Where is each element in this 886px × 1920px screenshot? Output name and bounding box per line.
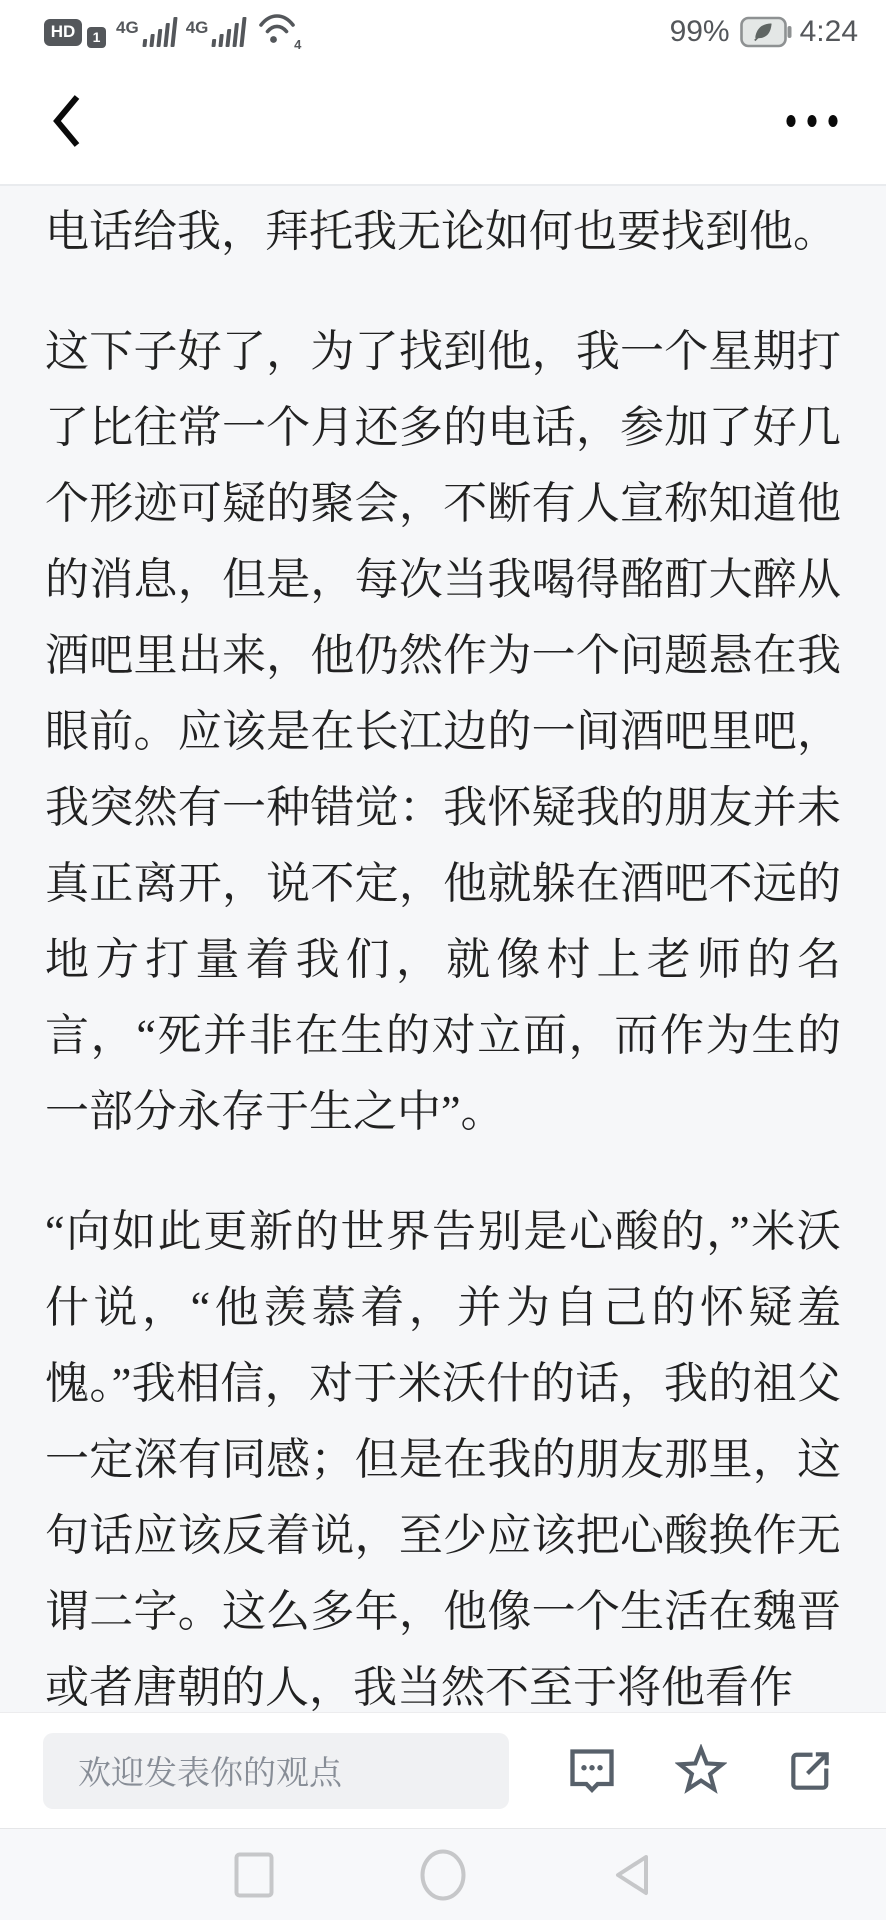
star-icon	[675, 1744, 727, 1798]
comment-toolbar	[0, 1712, 886, 1828]
more-options-button[interactable]	[784, 111, 840, 131]
comment-placeholder: 欢迎发表你的观点	[78, 1754, 342, 1791]
hd-label: HD	[50, 22, 76, 41]
favorite-button[interactable]	[675, 1745, 727, 1797]
back-nav-button[interactable]	[608, 1851, 656, 1899]
battery-saver-icon	[740, 16, 792, 48]
status-right-cluster	[670, 15, 858, 49]
status-left-cluster	[44, 13, 302, 52]
wifi-generation-badge: 4	[294, 36, 302, 52]
comments-button[interactable]	[566, 1745, 618, 1797]
status-bar	[0, 0, 886, 58]
home-button[interactable]	[419, 1851, 467, 1899]
wifi-icon	[257, 13, 302, 52]
clock-label: 4:24	[799, 15, 858, 48]
signal-bars-icon-1	[139, 17, 177, 47]
battery-percent-label: 99%	[669, 15, 730, 48]
signal-group-2	[186, 17, 246, 47]
toolbar-actions	[509, 1745, 836, 1797]
recents-button[interactable]	[230, 1851, 278, 1899]
share-button[interactable]	[784, 1745, 836, 1797]
signal-bars-icon-2	[209, 17, 247, 47]
comment-bubble-icon	[566, 1745, 618, 1797]
home-circle-icon	[419, 1849, 467, 1901]
network-type-label-1: 4G	[116, 18, 139, 37]
sim1-label: 1	[92, 29, 101, 45]
recents-square-icon	[234, 1852, 274, 1898]
article-paragraph: “向如此更新的世界告别是心酸的，”米沃什说，“他羡慕着，并为自己的怀疑羞愧。”我相信，对于米沃什的话，我的祖父一定深有同感；但是在我的朋友那里，这句话应该反着说，至少应该把心酸换作无谓二字。这么多年，他像一个生活在魏晋或者唐朝的人，我当然不至于将他看作	[45, 1207, 841, 1712]
comment-input[interactable]	[43, 1733, 509, 1809]
sim1-icon	[87, 27, 106, 48]
system-nav-bar	[0, 1828, 886, 1920]
app-nav-bar	[0, 58, 886, 186]
hd-volte-icon	[44, 19, 82, 46]
back-chevron-icon	[50, 92, 84, 150]
signal-group-1	[116, 17, 176, 47]
back-button[interactable]	[50, 92, 84, 150]
share-export-icon	[785, 1746, 835, 1796]
article-paragraph: 电话给我，拜托我无论如何也要找到他。	[45, 207, 837, 256]
network-type-label-2: 4G	[185, 18, 209, 37]
article-body[interactable]	[0, 188, 886, 1712]
article-paragraph: 这下子好了，为了找到他，我一个星期打了比往常一个月还多的电话，参加了好几个形迹可疑的聚会，不断有人宣称知道他的消息，但是，每次当我喝得酩酊大醉从酒吧里出来，他仍然作为一个问题悬在我眼前。应该是在长江边的一间酒吧里吧，我突然有一种错觉：我怀疑我的朋友并未真正离开，说不定，他就躲在酒吧不远的地方打量着我们，就像村上老师的名言，“死并非在生的对立面，而作为生的一部分永存于生之中”。	[45, 327, 841, 1136]
back-triangle-icon	[611, 1852, 653, 1898]
ellipsis-icon	[784, 111, 840, 131]
